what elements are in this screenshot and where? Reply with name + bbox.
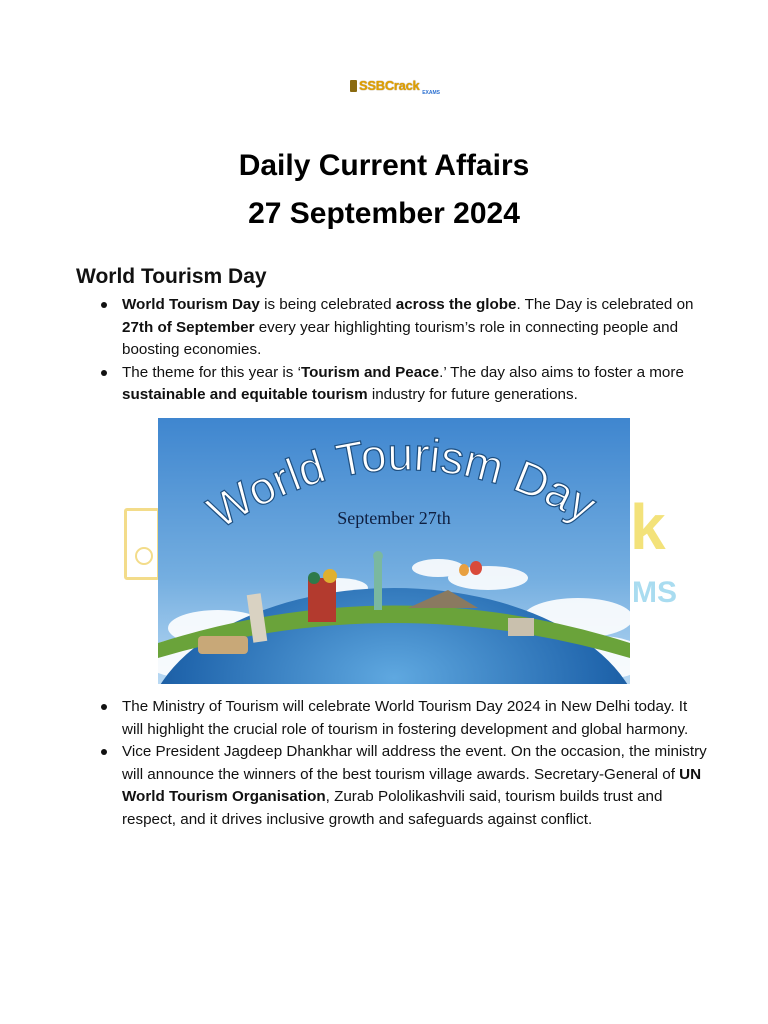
ssbcrack-logo xyxy=(350,77,442,95)
list-item xyxy=(122,362,712,407)
section-heading: World Tourism Day xyxy=(76,265,267,288)
bold-text: sustainable and equitable tourism xyxy=(122,386,368,403)
bold-text: 27th of September xyxy=(122,318,255,336)
text: . The Day is celebrated on xyxy=(516,296,694,313)
list-item xyxy=(122,294,712,362)
banner-date: September 27th xyxy=(337,508,451,528)
watermark-ms: MS xyxy=(632,576,677,609)
banner-headline: World Tourism Day xyxy=(198,427,606,539)
bullet-list-bottom xyxy=(122,696,712,831)
watermark-star-icon xyxy=(135,547,153,565)
bold-text: Tourism and Peace xyxy=(300,363,440,381)
text: is being celebrated xyxy=(259,296,396,313)
text: , Zurab Pololikashvili said, tourism builds trust and respect, and it drives inclusive growth and safeguards against conflict. xyxy=(122,788,663,828)
text: The theme for this year is ‘ xyxy=(122,363,301,381)
bold-text: World Tourism Day xyxy=(122,296,260,313)
text: industry for future generations. xyxy=(367,386,578,403)
watermark-k: k xyxy=(630,491,666,563)
text: The Ministry of Tourism will celebrate World Tourism Day 2024 in New Delhi today. It will highlight the crucial role of tourism in fostering development and global harmony. xyxy=(122,698,689,738)
bold-text: across the globe xyxy=(395,296,517,313)
logo-subtext: EXAMS xyxy=(422,90,440,96)
text: .’ The day also aims to foster a more xyxy=(439,363,684,381)
bullet-list-top xyxy=(122,294,712,407)
list-item xyxy=(122,741,712,831)
page-title: Daily Current Affairs xyxy=(238,149,530,182)
logo-mark-icon xyxy=(350,80,357,92)
bold-text: UN World Tourism Organisation xyxy=(122,765,702,805)
watermark-medal-icon xyxy=(124,508,160,580)
world-tourism-day-image xyxy=(158,418,630,684)
text: Vice President Jagdeep Dhankhar will address the event. On the occasion, the ministry will announce the winners of the best tourism village awards. Secretary-General of xyxy=(122,743,707,783)
logo-text: SSBCrack xyxy=(359,78,420,93)
banner-svg xyxy=(158,418,630,684)
list-item xyxy=(122,696,712,741)
page-date: 27 September 2024 xyxy=(248,197,520,230)
text: every year highlighting tourism’s role in connecting people and boosting economies. xyxy=(122,318,679,358)
